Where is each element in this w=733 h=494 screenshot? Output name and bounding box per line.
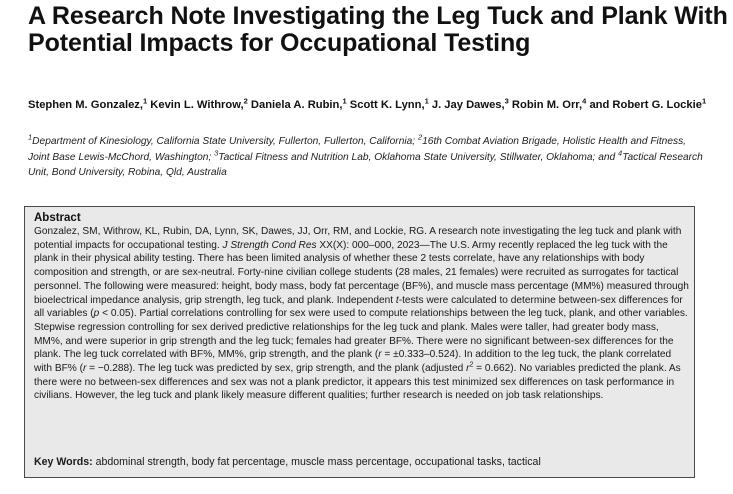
author-list [28,97,718,114]
abstract-box [24,206,695,478]
abstract-heading: Abstract [34,212,81,224]
affiliation-text: Department of Kinesiology, California State University, Fullerton, Fullerton, California; [32,136,418,147]
author-name: Kevin L. Withrow, [150,99,244,111]
author-affiliation-marker: 3 [504,96,509,106]
affiliation-marker: 4 [618,148,623,158]
affiliation-marker: 3 [214,148,219,158]
author-name: Robin M. Orr, [511,99,583,111]
author-name: and Robert G. Lockie [589,99,702,111]
author-name: Scott K. Lynn, [349,99,425,111]
abstract-citation-suffix: XX(X): 000–000, 2023— [316,239,430,251]
abstract-text-segment: -tests were calculated to determine between-sex differences for all variables ( [34,294,683,320]
stat-symbol-r: r [82,363,87,375]
keywords-line [34,455,690,469]
affiliation-text: 16th Combat Aviation Brigade, Holistic Health and Fitness, Joint Base Lewis-McChord, Washington; [28,136,687,163]
stat-symbol-t: t [395,294,399,306]
author-affiliation-marker: 1 [143,96,148,106]
abstract-citation: Gonzalez, SM, Withrow, KL, Rubin, DA, Lynn, SK, Dawes, JJ, Orr, RM, and Lockie, RG. A research note investigating the leg tuck and plank with potential impacts for occupational testing. [34,226,682,251]
affiliation-text: Tactical Research Unit, Bond University, Robina, Qld, Australia [28,151,703,178]
affiliation-marker: 1 [28,132,33,142]
abstract-text-segment: = 0.662). No variables predicted the plank. As there were no between-sex differences and sex was not a plank predictor, it appears this test minimized sex differences on task performance in civilians. However, the leg tuck and plank likely measure different qualities; further research is needed on job task relationships. [34,363,681,402]
stat-superscript: 2 [469,361,474,369]
affiliations [28,134,708,181]
author-affiliation-marker: 1 [701,96,707,106]
author-name: Daniela A. Rubin, [250,99,343,111]
stat-symbol-r: r [466,363,470,375]
paper-title: A Research Note Investigating the Leg Tuck and Plank With Potential Impacts for Occupational Testing [28,2,728,57]
affiliation-marker: 2 [417,132,423,142]
author-affiliation-marker: 1 [424,96,429,106]
keywords-label: Key Words: [34,456,93,468]
author-affiliation-marker: 4 [582,96,587,106]
abstract-text-segment: = −0.288). The leg tuck was predicted by sex, grip strength, and the plank (adjusted [86,363,467,375]
keywords-text: abdominal strength, body fat percentage, muscle mass percentage, occupational tasks, tactical [92,456,541,468]
abstract-body [34,225,690,403]
abstract-text-segment: = ±0.333–0.524). In addition to the leg tuck, the plank correlated with BF% ( [34,349,672,375]
abstract-text-segment: < 0.05). Partial correlations controlling for sex were used to compute relationships between the leg tuck, plank, and other variables. Stepwise regression controlling for sex derived predictive relationships for the leg tuck and plank. Males were taller, had greater body mass, MM%, and were superior in grip strength and the leg tuck; females had greater BF%. There were no significant between-sex differences for the plank. The leg tuck correlated with BF%, MM%, grip strength, and the plank ( [34,308,688,361]
author-name: Stephen M. Gonzalez, [28,99,143,111]
author-affiliation-marker: 1 [342,96,347,106]
stat-symbol-r: r [378,349,382,361]
stat-symbol-p: p [93,308,100,320]
author-name: J. Jay Dawes, [431,99,505,111]
affiliation-text: Tactical Fitness and Nutrition Lab, Oklahoma State University, Stillwater, Oklahoma; and [218,151,619,163]
author-affiliation-marker: 2 [243,96,248,106]
abstract-text-segment: The U.S. Army recently replaced the leg tuck with the plank in their physical ability testing. There has been limited analysis of whether these 2 tests correlate, have any relationships with body composition and strength, or are sex-neutral. Forty-nine civilian college students (28 males, 21 females) were recruited as surrogates for tactical personnel. The following were measured: height, body mass, body fat percentage (BF%), and muscle mass percentage (MM%) measured through bioelectrical impedance analysis, grip strength, leg tuck, and plank. Independent [34,239,689,306]
journal-name: J Strength Cond Res [222,239,317,251]
